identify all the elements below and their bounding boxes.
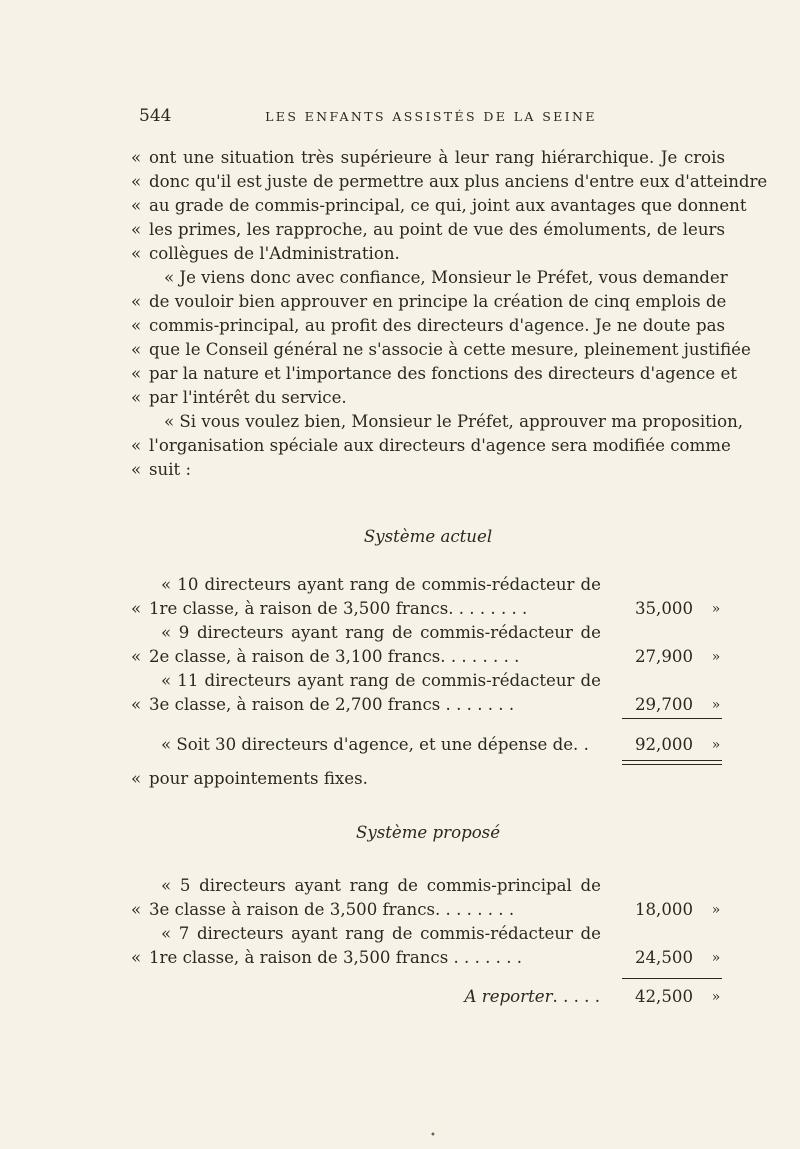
- table-propose: [131, 874, 725, 970]
- table-row: « 5 directeurs ayant rang de commis-principal de: [161, 876, 601, 895]
- sum-rule: [622, 978, 722, 979]
- table-row: « 3e classe, à raison de 2,700 francs . . . . . . . 29,700 »: [131, 693, 725, 717]
- text-line: « par la nature et l'importance des fonctions des directeurs d'agence et: [131, 364, 737, 383]
- text-line: « donc qu'il est juste de permettre aux plus anciens d'entre eux d'atteindre: [131, 172, 768, 191]
- amount: 42,500: [634, 987, 693, 1006]
- page-number: 544: [139, 106, 172, 126]
- page-header: [139, 106, 723, 130]
- sum-rule: [622, 718, 722, 719]
- section-title-propose: Système proposé: [355, 823, 501, 842]
- total-actuel: [131, 733, 725, 757]
- text-line: « Si vous voulez bien, Monsieur le Préfet, approuver ma proposition,: [164, 412, 744, 431]
- section-title-actuel: Système actuel: [363, 527, 493, 546]
- total-row: « Soit 30 directeurs d'agence, et une dépense de. . 92,000 »: [131, 733, 725, 757]
- ink-speck: •: [430, 1130, 436, 1141]
- text-line: « au grade de commis-principal, ce qui, joint aux avantages que donnent: [131, 196, 747, 215]
- text-line: « que le Conseil général ne s'associe à cette mesure, pleinement justifiée: [131, 340, 751, 359]
- table-row: « 10 directeurs ayant rang de commis-rédacteur de: [161, 575, 601, 594]
- text-line: « pour appointements fixes.: [131, 769, 368, 788]
- text-line: « de vouloir bien approuver en principe la création de cinq emplois de: [131, 292, 727, 311]
- table-row: « 7 directeurs ayant rang de commis-rédacteur de: [161, 924, 601, 943]
- table-row: « 11 directeurs ayant rang de commis-rédacteur de: [161, 671, 601, 690]
- report-label: A reporter: [464, 987, 553, 1006]
- double-rule-top: [622, 760, 722, 761]
- text-line: « collègues de l'Administration.: [131, 244, 400, 263]
- table-row: « 2e classe, à raison de 3,100 francs. . . . . . . . 27,900 »: [131, 645, 725, 669]
- amount: 29,700: [634, 695, 693, 714]
- report-line: [131, 985, 725, 1009]
- text-line: « ont une situation très supérieure à leur rang hiérarchique. Je crois: [131, 148, 725, 167]
- text-line: « suit :: [131, 460, 192, 479]
- table-row: « 3e classe à raison de 3,500 francs. . . . . . . . 18,000 »: [131, 898, 725, 922]
- text-line: « commis-principal, au profit des directeurs d'agence. Je ne doute pas: [131, 316, 725, 335]
- amount: 27,900: [634, 647, 693, 666]
- body-text: [131, 146, 768, 482]
- amount: 92,000: [634, 735, 693, 754]
- text-line: « l'organisation spéciale aux directeurs d'agence sera modifiée comme: [131, 436, 731, 455]
- table-actuel: [131, 573, 725, 717]
- running-title: LES ENFANTS ASSISTÉS DE LA SEINE: [265, 109, 597, 124]
- text-line: « par l'intérêt du service.: [131, 388, 347, 407]
- text-line: « Je viens donc avec confiance, Monsieur le Préfet, vous demander: [164, 268, 728, 287]
- table-row: « 1re classe, à raison de 3,500 francs . . . . . . . 24,500 »: [131, 946, 725, 970]
- text-line: « les primes, les rapproche, au point de vue des émoluments, de leurs: [131, 220, 725, 239]
- amount: 18,000: [634, 900, 693, 919]
- report-row: A reporter. . . . . 42,500 »: [131, 985, 725, 1009]
- table-row: « 9 directeurs ayant rang de commis-rédacteur de: [161, 623, 601, 642]
- double-rule-bottom: [622, 764, 722, 765]
- amount: 24,500: [634, 948, 693, 967]
- after-line: [131, 767, 725, 791]
- amount: 35,000: [634, 599, 693, 618]
- table-row: « 1re classe, à raison de 3,500 francs. . . . . . . . 35,000 »: [131, 597, 725, 621]
